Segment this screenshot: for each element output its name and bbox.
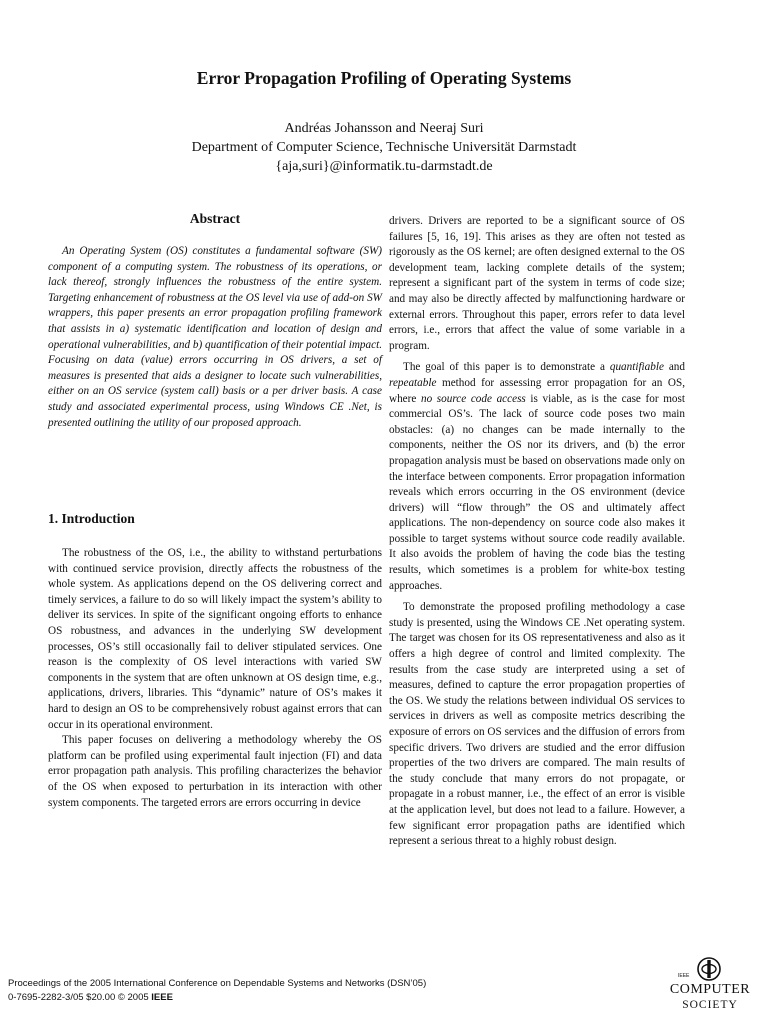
footer-proceedings: Proceedings of the 2005 International Conference on Dependable Systems and Networks (DSN’05) bbox=[8, 978, 427, 989]
p4-quantifiable: quantifiable bbox=[609, 361, 664, 374]
footer-ieee: IEEE bbox=[151, 992, 173, 1003]
email-addresses: {aja,suri}@informatik.tu-darmstadt.de bbox=[275, 159, 493, 174]
p4-text-c: method for assessing error propagation for an OS, where bbox=[389, 376, 685, 405]
affiliation: Department of Computer Science, Technische Universität Darmstadt bbox=[191, 140, 577, 155]
introduction-heading: 1. Introduction bbox=[48, 511, 135, 526]
intro-paragraph-3: drivers. Drivers are reported to be a significant source of OS failures [5, 16, 19]. This arises as they are often not tested as rigorously as the OS kernel; are often designed external to the OS development team, lacking complete details of the system; represent a significant part of the system in terms of code size; and may also be directly affected by malfunctioning hardware or external errors. Throughout this paper, errors refer to data level errors, i.e., errors that affect the value of some variable in a program. bbox=[389, 215, 685, 352]
intro-paragraph-1: The robustness of the OS, i.e., the ability to withstand perturbations with continued service provision, directly affects the robustness of the whole system. As applications depend on the OS delivering correct and timely services, a failure to do so will likely impact the system’s ability to deliver its services. In spite of the significant ongoing efforts to enhance OS robustness, and advances in the underlying SW development processes, OS’s still occasionally fail to deliver stipulated services. One reason is the complexity of OS level interactions with varied SW components in the system that are often unknown at OS design time, e.g., applications, drivers, libraries. This “dynamic” nature of OS’s makes it hard to design an OS to be comprehensively robust against errors that can occur in its operational environment. bbox=[48, 547, 382, 731]
p4-text-b: and bbox=[663, 361, 685, 374]
footer-copyright bbox=[8, 991, 426, 1005]
author-block bbox=[0, 119, 768, 176]
intro-paragraph-2: This paper focuses on delivering a methodology whereby the OS platform can be profiled using experimental fault injection (FI) and data error propagation path analysis. This profiling characterizes the behavior of the OS when exposed to perturbation in its interaction with other system components. The targeted errors are errors occurring in device bbox=[48, 734, 382, 809]
intro-paragraph-4 bbox=[389, 360, 685, 594]
p4-no-source-code: no source code access bbox=[420, 392, 526, 405]
abstract-section bbox=[48, 244, 382, 431]
logo-ieee-text: IEEE bbox=[678, 973, 690, 979]
page-footer bbox=[8, 977, 426, 1005]
introduction-left-column bbox=[48, 546, 382, 811]
intro-paragraph-5: To demonstrate the proposed profiling methodology a case study is presented, using the Windows CE .Net operating system. The target was chosen for its OS representativeness and also as it offers a high degree of control and limited complexity. The results from the case study are interpreted using a set of measures, defined to capture the error propagation properties of the OS. We study the relations between individual OS services to services in drivers as well as composite metrics describing the exposure of errors on OS services and the diffusion of errors from specific drivers. Two drivers are studied and the error diffusion properties of the two drivers are compared. The main results of the study conclude that many errors do not propagate, or propagate in a robust manner, i.e., the effect of an error is visible at the application level, but does not lead to a failure. However, a few significant error propagation paths are identified which represent a serious threat to a highly robust design. bbox=[389, 601, 685, 848]
ieee-emblem-icon bbox=[696, 956, 722, 982]
abstract-heading: Abstract bbox=[189, 211, 241, 226]
paper-title: Error Propagation Profiling of Operating Systems bbox=[196, 68, 572, 88]
logo-computer-text: COMPUTER bbox=[669, 982, 751, 997]
p4-text-a: The goal of this paper is to demonstrate a bbox=[403, 361, 610, 374]
logo-society-text: SOCIETY bbox=[682, 999, 738, 1011]
right-column bbox=[389, 214, 685, 850]
abstract-text: An Operating System (OS) constitutes a fundamental software (SW) component of a computing system. The robustness of its operations, or lack thereof, strongly influences the robustness of the entire system. Targeting enhancement of robustness at the OS level via use of add-on SW wrappers, this paper presents an error propagation profiling framework that assists in a) systematic identification and location of design and operational vulnerabilities, and b) quantification of their potential impact. Focusing on data (value) errors occurring in OS drivers, a set of measures is presented that aids a designer to locate such vulnerabilities, either on an OS service (system call) basis or a per driver basis. A case study and associated experimental process, using Windows CE .Net, is presented outlining the utility of our proposed approach. bbox=[48, 245, 382, 429]
p4-text-d: is viable, as is the case for most commercial OS’s. The lack of source code poses two main obstacles: (a) no changes can be made internally to the components, neither the OS nor its drivers, and (b) the error propagation analysis must be based on observations made only on the interface between components. Error propagation information reveals which errors occurring in the OS environment (device drivers) will “flow through” the OS and ultimately affect applications. The non-dependency on source code also makes it possible to target systems without source code readily available. It also avoids the problem of having the code bias the testing results, which sometimes is a problem for white-box testing approaches. bbox=[389, 392, 685, 592]
footer-isbn: 0-7695-2282-3/05 $20.00 © 2005 bbox=[8, 992, 152, 1003]
author-names: Andréas Johansson and Neeraj Suri bbox=[284, 121, 484, 136]
computer-society-logo bbox=[656, 956, 764, 1020]
p4-repeatable: repeatable bbox=[389, 376, 437, 389]
